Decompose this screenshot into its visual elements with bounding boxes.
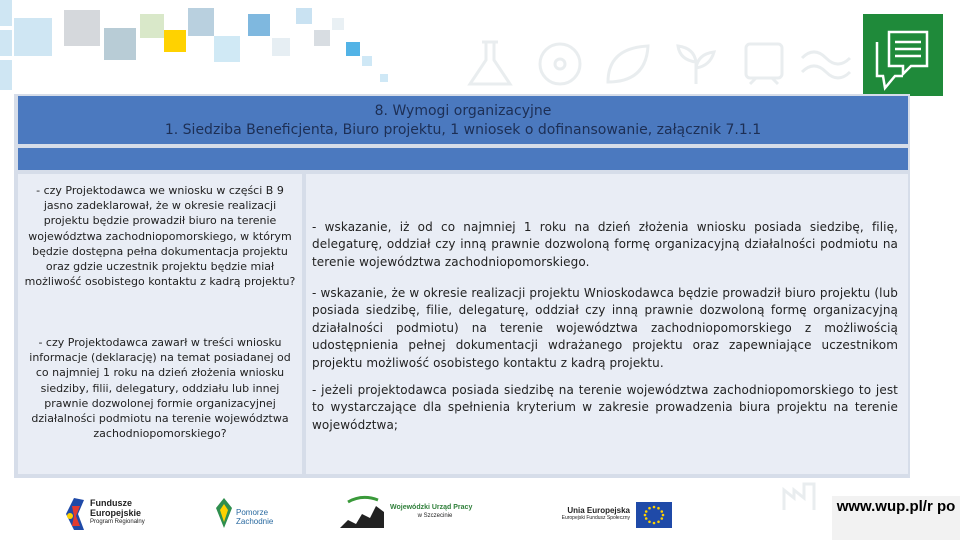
deco-square [64, 10, 100, 46]
fe-line1: Fundusze [90, 498, 132, 508]
requirement-2: - wskazanie, że w okresie realizacji projektu Wnioskodawca będzie prowadził biuro projektu (lub posiada siedzibę, filie, delegaturę, oddział czy inną prawnie dozwoloną formę organizacyjną działalności podmiotu) na terenie województwa zachodniopomorskiego z możliwością udostępnienia pełnej dokumentacji wdrażanego projektu oraz zapewniające uczestnikom projektu możliwość osobistego kontaktu z kadrą projektu. [312, 286, 898, 370]
fe-line3: Program Regionalny [90, 519, 145, 525]
sprout-icon [666, 38, 726, 90]
fe-line2: Europejskie [90, 508, 142, 518]
criteria-question-1: - czy Projektodawca we wniosku w części B 9 jasno zadeklarował, że w okresie realizacji projektu będzie prowadził biuro na terenie województwa zachodniopomorskiego, w którym będzie dostępna pełna dokumentacja projektu oraz gdzie uczestnik projektu będzie miał możliwość osobistego kontaktu z kadrą projektu? [24, 184, 296, 289]
deco-square [214, 36, 240, 62]
deco-square [296, 8, 312, 24]
flask-icon [460, 38, 520, 90]
deco-square [0, 0, 12, 26]
requirement-1: - wskazanie, iż od co najmniej 1 roku na dzień złożenia wniosku posiada siedzibę, filię, delegaturę, oddział czy inną prawnie dozwoloną formę organizacyjną działalności podmiotu na terenie województwa zachodniopomorskiego. [312, 220, 898, 269]
leaf-icon [598, 38, 658, 90]
deco-square [14, 18, 52, 56]
deco-square [314, 30, 330, 46]
deco-square [164, 30, 186, 52]
chat-badge [863, 14, 943, 96]
website-url[interactable]: www.wup.pl/r po [832, 496, 960, 540]
ue-line1: Unia Europejska [567, 506, 630, 515]
deco-square [332, 18, 344, 30]
pomorze-line1: Pomorze [236, 508, 269, 517]
deco-square [362, 56, 372, 66]
deco-square [346, 42, 360, 56]
ue-line2: Europejski Fundusz Społeczny [561, 515, 630, 521]
deco-square [188, 8, 214, 36]
requirement-3: - jeżeli projektodawca posiada siedzibę na terenie województwa zachodniopomorskiego to jest to wystarczające dla spełnienia kryterium w zakresie prowadzenia biura projektu na terenie województwa; [312, 383, 898, 432]
chat-icon [863, 14, 943, 96]
wave-icon [796, 38, 856, 90]
deco-square [104, 28, 136, 60]
train-icon [734, 38, 794, 90]
criteria-question-2: - czy Projektodawca zawarł w treści wniosku informacje (deklarację) na temat posiadanej od co najmniej 1 roku na dzień złożenia wniosku siedziby, filii, delegatury, oddziału lub innej prawnie dozwolonej formie organizacyjnej działalności podmiotu na terenie województwa zachodniopomorskiego? [29, 336, 291, 441]
deco-square [248, 14, 270, 36]
rotor-icon [530, 38, 590, 90]
page-subtitle: 1. Siedziba Beneficjenta, Biuro projektu, 1 wniosek o dofinansowanie, załącznik 7.1.1 [164, 122, 762, 138]
deco-square [140, 14, 164, 38]
deco-square [272, 38, 290, 56]
pomorze-line2: Zachodnie [236, 517, 274, 526]
section-header [18, 96, 908, 144]
fe-emblem-icon [64, 496, 86, 532]
deco-square [0, 30, 12, 56]
factory-icon [780, 478, 830, 512]
header-band [18, 148, 908, 170]
pomorze-emblem-icon [214, 496, 234, 530]
deco-square [380, 74, 388, 82]
wup-line2: w Szczecinie [417, 513, 453, 519]
wup-line1: Wojewódzki Urząd Pracy [390, 504, 473, 511]
page-title: 8. Wymogi organizacyjne [374, 103, 552, 119]
wup-stairs-icon [338, 494, 386, 532]
eu-flag-icon [636, 502, 672, 528]
deco-square [0, 60, 12, 90]
